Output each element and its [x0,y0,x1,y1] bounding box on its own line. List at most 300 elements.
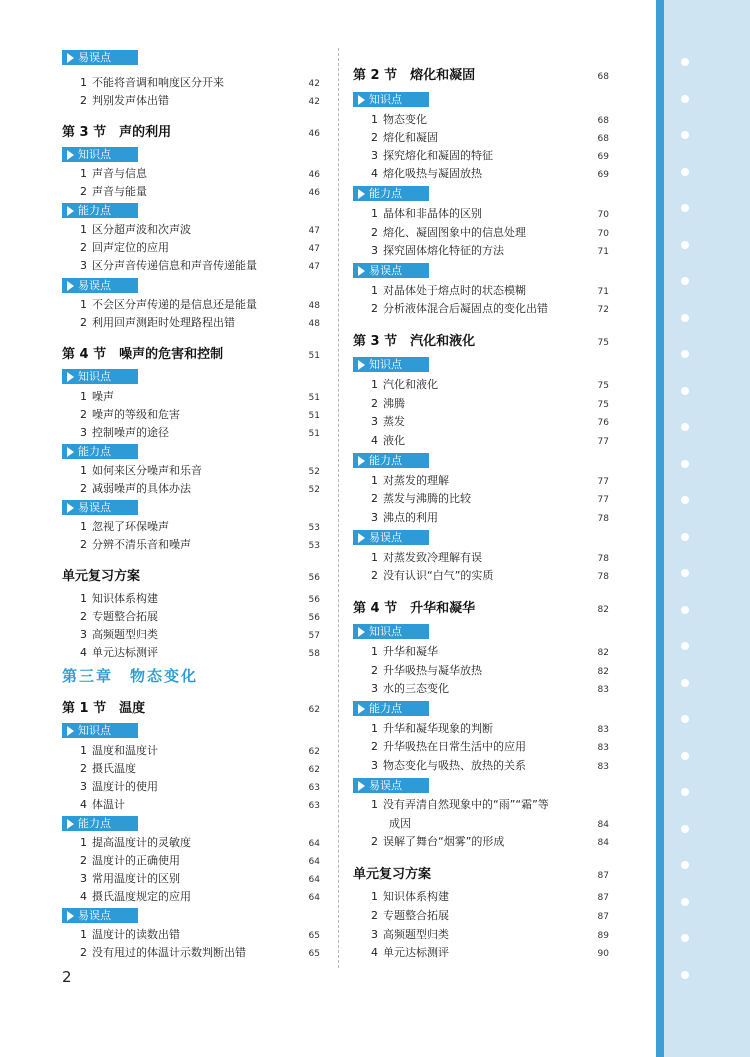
section-page-number: 56 [308,573,320,583]
toc-item-number: 2 [80,946,87,959]
toc-item-number: 3 [80,259,87,272]
toc-item-number: 1 [371,645,378,658]
toc-item-number: 4 [80,798,87,811]
toc-item[interactable] [353,243,609,260]
toc-item-text: 噪声 [92,390,114,403]
section-page-number: 87 [597,871,609,881]
category-tag-row [353,186,609,201]
category-tag-row [62,908,320,923]
toc-item-number: 1 [80,298,87,311]
toc-item[interactable] [353,889,609,906]
category-tag-label: 知识点 [369,93,402,106]
play-triangle-icon [67,372,74,382]
toc-item-page: 63 [308,801,320,811]
toc-item-page: 64 [308,875,320,885]
section-page-number: 82 [597,605,609,615]
toc-item[interactable] [353,908,609,925]
toc-item-page: 51 [308,411,320,421]
binding-hole [681,58,689,66]
toc-item-label [62,853,180,869]
toc-item[interactable] [62,945,320,962]
play-triangle-icon [67,503,74,513]
category-tag [353,778,429,793]
toc-item[interactable] [353,758,609,775]
toc-item[interactable] [353,834,609,851]
toc-item-text: 温度计的读数出错 [92,928,180,941]
toc-item-page: 64 [308,893,320,903]
category-tag-row [353,778,609,793]
toc-item[interactable] [353,283,609,300]
section-heading[interactable] [62,121,320,140]
category-tag-row [62,500,320,515]
toc-item-number: 2 [371,397,378,410]
toc-item-number: 1 [371,798,378,811]
toc-item[interactable] [62,519,320,536]
category-tag-row [62,444,320,459]
section-title: 第 3 节 汽化和液化 [353,334,476,349]
section-page-number: 51 [308,351,320,361]
toc-item-page: 48 [308,301,320,311]
toc-item[interactable] [62,889,320,906]
binding-hole [681,95,689,103]
category-tag-label: 易误点 [369,531,402,544]
toc-item-label [353,148,493,164]
toc-item-number: 1 [80,520,87,533]
toc-item[interactable] [62,93,320,110]
toc-item-text: 汽化和液化 [383,378,438,391]
toc-item-text: 专题整合拓展 [383,909,449,922]
toc-item-text: 沸腾 [383,397,405,410]
toc-item-label [62,927,180,943]
toc-item[interactable] [353,166,609,183]
toc-item-number: 4 [371,167,378,180]
toc-item[interactable] [62,166,320,183]
toc-item-number: 3 [371,682,378,695]
toc-item[interactable] [353,301,609,318]
toc-item-label [353,927,449,943]
category-tag-label: 能力点 [78,204,111,217]
toc-item-label [62,481,191,497]
toc-item[interactable] [62,240,320,257]
toc-item[interactable] [62,222,320,239]
category-tag [62,369,138,384]
toc-item[interactable] [62,425,320,442]
toc-item-number: 1 [80,464,87,477]
toc-item-text: 温度计的使用 [92,780,158,793]
toc-item-number: 3 [371,244,378,257]
toc-item-page: 64 [308,839,320,849]
toc-item-label [353,834,504,850]
toc-item-number: 3 [371,759,378,772]
section-page-number: 46 [308,129,320,139]
category-tag [353,701,429,716]
toc-item[interactable] [62,627,320,644]
toc-item-page: 84 [597,820,609,830]
toc-item-page: 53 [308,541,320,551]
toc-item[interactable] [353,148,609,165]
toc-item-number: 2 [80,408,87,421]
toc-item-text: 体温计 [92,798,125,811]
toc-item-text: 声音与能量 [92,185,147,198]
play-triangle-icon [358,189,365,199]
category-tag-label: 易误点 [78,51,111,64]
category-tag [62,444,138,459]
toc-item-page: 77 [597,437,609,447]
toc-item-label [353,283,526,299]
toc-item[interactable] [353,491,609,508]
toc-item-text: 熔化和凝固 [383,131,438,144]
toc-item-number: 3 [371,511,378,524]
toc-item-label [62,166,147,182]
toc-item-page: 84 [597,838,609,848]
toc-item-label [353,206,482,222]
toc-item-text: 摄氏温度规定的应用 [92,890,191,903]
toc-item-label [353,908,449,924]
toc-item-page: 89 [597,931,609,941]
binding-hole [681,679,689,687]
play-triangle-icon [358,266,365,276]
toc-item[interactable] [62,835,320,852]
toc-item-label [62,835,191,851]
toc-item-label [62,407,180,423]
toc-item[interactable] [353,739,609,756]
toc-item-number: 2 [371,835,378,848]
toc-item[interactable] [353,510,609,527]
toc-item-number: 2 [80,316,87,329]
toc-item-text: 熔化吸热与凝固放热 [383,167,482,180]
toc-item-text: 如何来区分噪声和乐音 [92,464,202,477]
section-heading[interactable] [62,343,320,362]
toc-item-text: 没有认识“白气”的实质 [383,569,494,582]
toc-item-label [62,315,235,331]
toc-item-page: 69 [597,170,609,180]
toc-item-label [62,591,158,607]
category-tag-label: 知识点 [369,358,402,371]
category-tag [353,92,429,107]
toc-item[interactable] [62,463,320,480]
section-title: 单元复习方案 [353,867,432,882]
toc-item-label [353,243,504,259]
toc-item-label [353,377,438,393]
binding-hole [681,314,689,322]
section-title: 第 4 节 升华和凝华 [353,601,476,616]
toc-item-text: 不能将音调和响度区分开来 [92,76,224,89]
toc-item-label [353,473,449,489]
section-heading[interactable] [353,64,609,83]
toc-item[interactable] [62,743,320,760]
toc-item[interactable] [353,433,609,450]
chapter-title[interactable]: 第三章 物态变化 [62,667,199,685]
toc-item-label [62,258,257,274]
toc-item-number: 4 [371,434,378,447]
toc-item-number: 1 [80,744,87,757]
toc-item-page: 48 [308,319,320,329]
toc-item-page: 58 [308,649,320,659]
toc-item-text: 专题整合拓展 [92,610,158,623]
toc-item-number: 3 [371,415,378,428]
toc-item-page: 71 [597,287,609,297]
toc-item[interactable] [62,75,320,92]
toc-item[interactable] [353,797,609,813]
toc-item[interactable] [62,481,320,498]
toc-item-number: 2 [371,569,378,582]
toc-item-page: 53 [308,523,320,533]
binding-hole [681,861,689,869]
toc-item-label [353,510,438,526]
toc-item[interactable] [62,797,320,814]
section-page-number: 62 [308,705,320,715]
category-tag-row [353,357,609,372]
toc-item-label [62,797,125,813]
toc-item[interactable] [62,537,320,554]
toc-item[interactable] [62,258,320,275]
toc-item-number: 2 [80,854,87,867]
toc-item-page: 46 [308,188,320,198]
toc-item-continuation[interactable] [353,816,609,833]
toc-item-label [353,414,405,430]
toc-item-number: 2 [80,185,87,198]
toc-item-number: 3 [371,149,378,162]
category-tag [62,203,138,218]
category-tag-row [353,453,609,468]
side-decorative-strip [656,0,750,1057]
play-triangle-icon [67,911,74,921]
toc-item-page: 78 [597,514,609,524]
toc-item-page: 83 [597,685,609,695]
toc-item[interactable] [353,396,609,413]
toc-item-page: 56 [308,613,320,623]
category-tag [62,723,138,738]
toc-item-label [353,758,526,774]
toc-item-text: 没有弄清自然现象中的“雨”“霜”等 [383,798,549,811]
toc-item[interactable] [353,721,609,738]
toc-item[interactable] [353,206,609,223]
toc-item-number: 1 [80,928,87,941]
toc-item-number: 2 [80,241,87,254]
toc-item[interactable] [353,927,609,944]
play-triangle-icon [67,726,74,736]
binding-hole [681,496,689,504]
section-heading[interactable] [353,597,609,616]
play-triangle-icon [358,627,365,637]
toc-item-number: 2 [371,226,378,239]
toc-item-page: 42 [308,97,320,107]
toc-item-number: 1 [371,113,378,126]
toc-item[interactable] [353,663,609,680]
toc-item-label [62,743,158,759]
toc-item-page: 47 [308,262,320,272]
category-tag-label: 知识点 [78,148,111,161]
toc-item-page: 87 [597,893,609,903]
toc-item[interactable] [353,130,609,147]
category-tag-row [353,624,609,639]
toc-item-number: 1 [80,76,87,89]
toc-item[interactable] [353,681,609,698]
toc-item[interactable] [353,414,609,431]
toc-item-number: 2 [371,740,378,753]
toc-item-text: 摄氏温度 [92,762,136,775]
toc-item[interactable] [62,927,320,944]
toc-item-page: 47 [308,226,320,236]
toc-item-number: 2 [80,610,87,623]
category-tag-label: 能力点 [78,445,111,458]
toc-item-label [353,797,549,813]
toc-item-text: 沸点的利用 [383,511,438,524]
play-triangle-icon [67,150,74,160]
toc-item-page: 82 [597,667,609,677]
toc-item[interactable] [62,184,320,201]
toc-item-number: 1 [371,551,378,564]
toc-item-label [353,225,526,241]
binding-hole [681,606,689,614]
category-tag-label: 易误点 [78,279,111,292]
toc-item-page: 72 [597,305,609,315]
toc-item-label [62,945,246,961]
binding-hole [681,569,689,577]
toc-item-page: 64 [308,857,320,867]
toc-item-label [62,609,158,625]
category-tag-row [62,50,320,65]
toc-item-page: 52 [308,485,320,495]
toc-item-number: 1 [371,207,378,220]
toc-item-text: 声音与信息 [92,167,147,180]
category-tag-label: 知识点 [78,724,111,737]
toc-item-page: 68 [597,134,609,144]
play-triangle-icon [358,95,365,105]
toc-item-page: 70 [597,229,609,239]
toc-item-label [62,463,202,479]
toc-item-label [62,389,114,405]
section-page-number: 75 [597,338,609,348]
toc-item-text: 升华和凝华现象的判断 [383,722,493,735]
category-tag-row [62,203,320,218]
binding-hole [681,788,689,796]
toc-item-text: 水的三态变化 [383,682,449,695]
toc-item-number: 2 [371,492,378,505]
toc-item[interactable] [353,473,609,490]
toc-item-page: 83 [597,743,609,753]
category-tag-row [353,530,609,545]
toc-item-text: 常用温度计的区别 [92,872,180,885]
toc-item-text: 温度计的正确使用 [92,854,180,867]
toc-item-label [62,645,158,661]
toc-item[interactable] [353,550,609,567]
toc-item-text: 对蒸发致冷理解有误 [383,551,482,564]
toc-item-label [62,425,169,441]
play-triangle-icon [67,447,74,457]
play-triangle-icon [358,533,365,543]
toc-item-text: 探究固体熔化特征的方法 [383,244,504,257]
toc-item-page: 77 [597,495,609,505]
toc-item-page: 83 [597,725,609,735]
toc-item-number: 2 [371,302,378,315]
toc-item[interactable] [62,297,320,314]
section-title: 第 2 节 熔化和凝固 [353,68,476,83]
toc-item-label [62,871,180,887]
toc-item-page: 75 [597,400,609,410]
section-heading[interactable] [353,863,609,882]
toc-item-page: 78 [597,554,609,564]
toc-item-text: 探究熔化和凝固的特征 [383,149,493,162]
toc-item[interactable] [62,407,320,424]
toc-item[interactable] [353,377,609,394]
toc-item[interactable] [353,568,609,585]
toc-item-number: 1 [371,284,378,297]
toc-item-number: 1 [371,474,378,487]
toc-item-number: 3 [80,426,87,439]
toc-item[interactable] [353,112,609,129]
toc-item-text: 高频题型归类 [383,928,449,941]
section-heading[interactable] [62,565,320,584]
toc-item-page: 56 [308,595,320,605]
toc-item[interactable] [62,645,320,662]
toc-item[interactable] [62,609,320,626]
toc-item-page: 57 [308,631,320,641]
toc-item-page: 75 [597,381,609,391]
toc-item-label [353,550,482,566]
toc-item[interactable] [62,779,320,796]
toc-item-page: 65 [308,949,320,959]
toc-item-text: 单元达标测评 [92,646,158,659]
toc-item-page: 68 [597,116,609,126]
toc-item[interactable] [62,591,320,608]
category-tag [62,147,138,162]
play-triangle-icon [358,360,365,370]
binding-hole [681,934,689,942]
category-tag-row [353,701,609,716]
toc-item-text: 升华吸热在日常生活中的应用 [383,740,526,753]
toc-item-label [353,681,449,697]
section-title: 第 3 节 声的利用 [62,125,172,140]
play-triangle-icon [67,206,74,216]
toc-item-label [353,739,526,755]
toc-item[interactable] [353,945,609,962]
toc-item-text: 知识体系构建 [383,890,449,903]
toc-item-text: 回声定位的应用 [92,241,169,254]
toc-item[interactable] [62,871,320,888]
toc-item[interactable] [62,315,320,332]
toc-item-label [353,112,427,128]
toc-item-label [62,537,191,553]
play-triangle-icon [67,53,74,63]
category-tag-label: 能力点 [369,454,402,467]
binding-hole [681,277,689,285]
toc-item[interactable] [62,761,320,778]
toc-item-text: 升华吸热与凝华放热 [383,664,482,677]
toc-item-number: 1 [80,167,87,180]
toc-item[interactable] [353,644,609,661]
category-tag-label: 知识点 [78,370,111,383]
toc-item-text: 高频题型归类 [92,628,158,641]
toc-item-text: 不会区分声传递的是信息还是能量 [92,298,257,311]
section-heading[interactable] [353,330,609,349]
binding-hole [681,971,689,979]
toc-item[interactable] [353,225,609,242]
binding-hole [681,387,689,395]
toc-item-label [353,644,438,660]
toc-item[interactable] [62,389,320,406]
section-heading[interactable] [62,697,320,716]
toc-item-text: 利用回声测距时处理路程出错 [92,316,235,329]
toc-item-label [62,75,224,91]
toc-item-label [353,568,493,584]
category-tag-label: 易误点 [78,909,111,922]
category-tag [62,278,138,293]
toc-item[interactable] [62,853,320,870]
toc-item-label [353,663,482,679]
toc-item-text: 知识体系构建 [92,592,158,605]
toc-item-page: 62 [308,765,320,775]
